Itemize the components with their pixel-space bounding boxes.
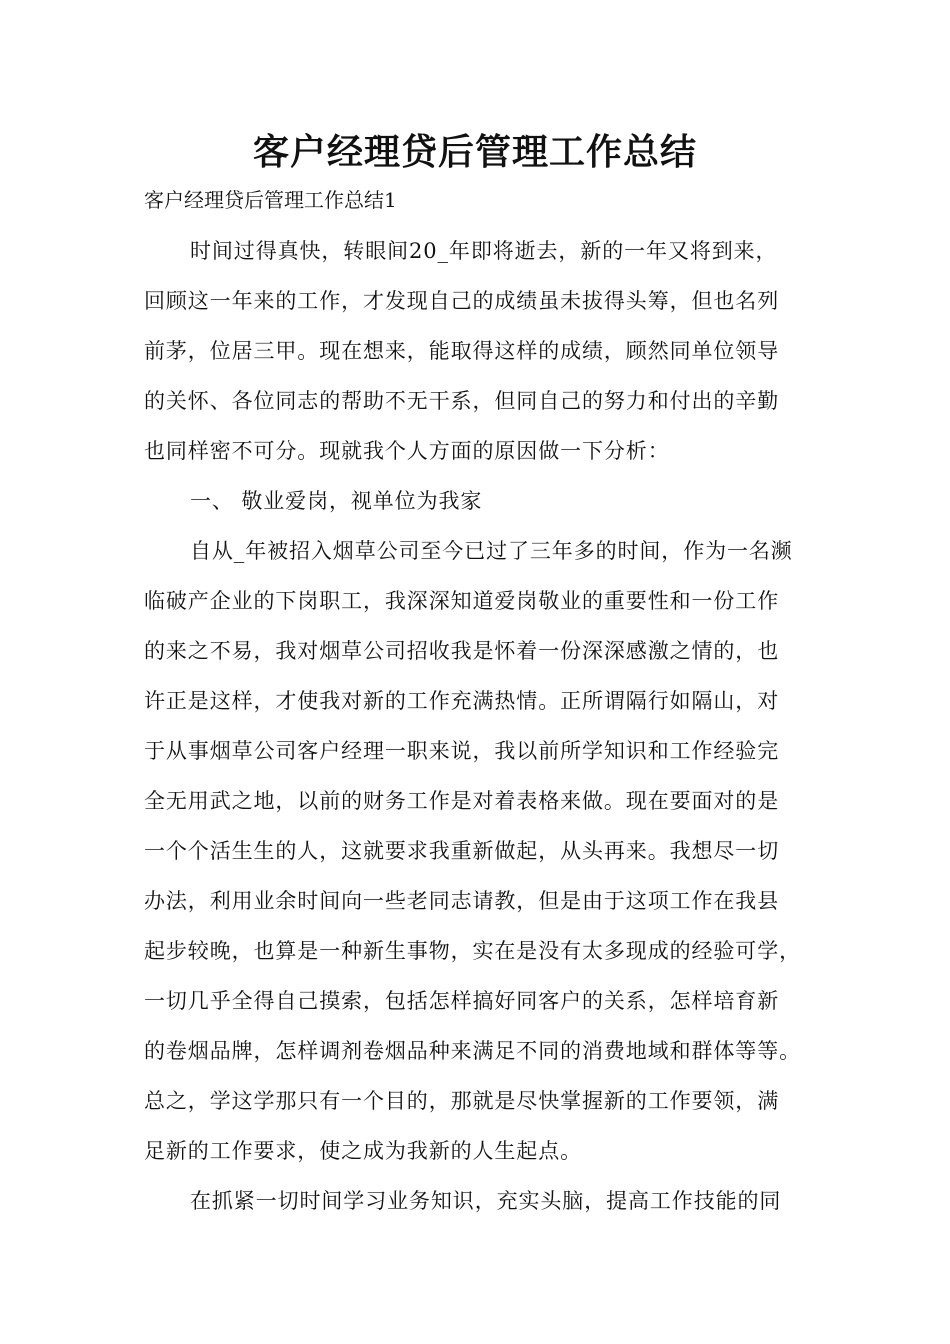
document-body [144, 226, 834, 1226]
text-line: 起步较晚，也算是一种新生事物，实在是没有太多现成的经验可学， [144, 939, 801, 963]
text-line: 的关怀、各位同志的帮助不无干系，但同自己的努力和付出的辛勤 [144, 389, 780, 413]
text-line: 自从_年被招入烟草公司至今已过了三年多的时间，作为一名濒 [190, 539, 793, 563]
text-line: 足新的工作要求，使之成为我新的人生起点。 [144, 1139, 582, 1163]
document-title: 客户经理贷后管理工作总结 [252, 131, 697, 173]
text-line: 许正是这样，才使我对新的工作充满热情。正所谓隔行如隔山，对 [144, 689, 780, 713]
text-line: 一切几乎全得自己摸索，包括怎样搞好同客户的关系，怎样培育新 [144, 989, 780, 1013]
text-line: 全无用武之地，以前的财务工作是对着表格来做。现在要面对的是 [144, 789, 780, 813]
document-subtitle: 客户经理贷后管理工作总结1 [144, 188, 397, 212]
text-line: 也同样密不可分。现就我个人方面的原因做一下分析： [144, 439, 670, 463]
text-line: 的来之不易，我对烟草公司招收我是怀着一份深深感激之情的，也 [144, 639, 780, 663]
text-line: 办法，利用业余时间向一些老同志请教，但是由于这项工作在我县 [144, 889, 780, 913]
text-line: 在抓紧一切时间学习业务知识，充实头脑，提高工作技能的同 [190, 1189, 782, 1213]
text-line: 临破产企业的下岗职工，我深深知道爱岗敬业的重要性和一份工作 [144, 589, 780, 613]
text-line: 时间过得真快，转眼间20_年即将逝去，新的一年又将到来， [190, 239, 778, 263]
section-heading: 一、 敬业爱岗，视单位为我家 [190, 489, 483, 513]
text-line: 于从事烟草公司客户经理一职来说，我以前所学知识和工作经验完 [144, 739, 780, 763]
text-line: 的卷烟品牌，怎样调剂卷烟品种来满足不同的消费地域和群体等等。 [144, 1039, 801, 1063]
text-line: 总之，学这学那只有一个目的，那就是尽快掌握新的工作要领，满 [144, 1089, 780, 1113]
text-line: 前茅，位居三甲。现在想来，能取得这样的成绩，顾然同单位领导 [144, 339, 780, 363]
text-line: 回顾这一年来的工作，才发现自己的成绩虽未拔得头筹，但也名列 [144, 289, 780, 313]
text-line: 一个个活生生的人，这就要求我重新做起，从头再来。我想尽一切 [144, 839, 780, 863]
